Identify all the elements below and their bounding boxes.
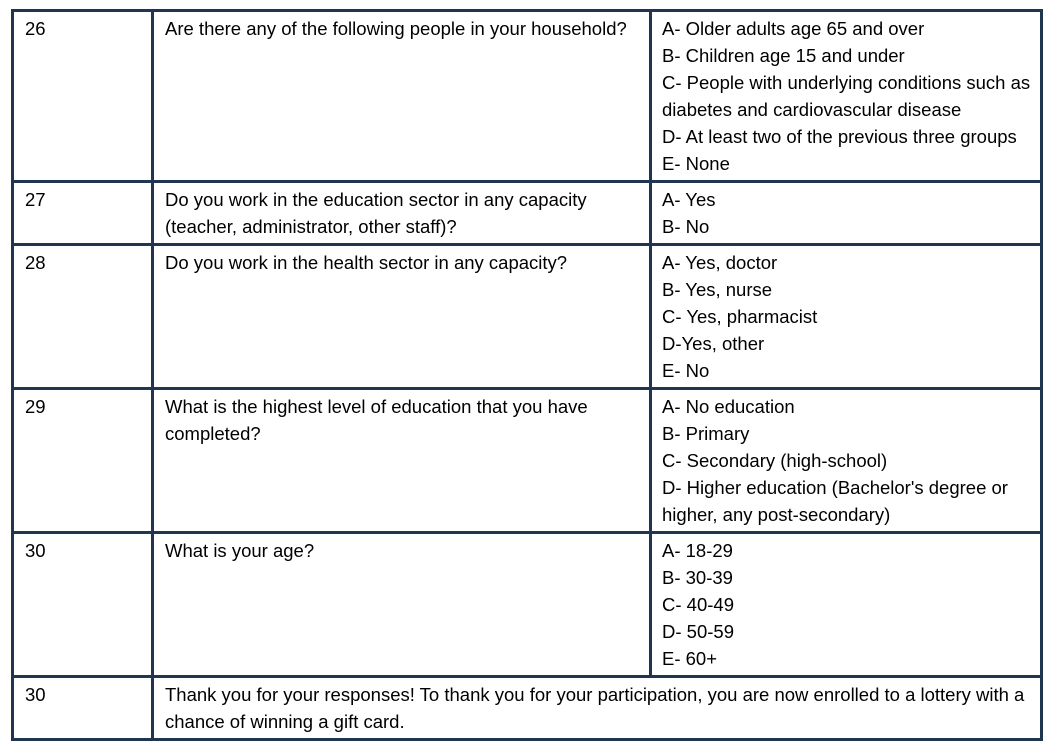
answer-option: B- No <box>662 216 710 237</box>
question-label: Do you work in the health sector in any capacity? <box>165 252 568 273</box>
answer-option: A- 18-29 <box>662 540 733 561</box>
table-row <box>13 677 1042 740</box>
question-number: 30 <box>13 677 153 740</box>
answer-option: C- 40-49 <box>662 594 734 615</box>
answer-option: B- Yes, nurse <box>662 279 773 300</box>
answer-option: D-Yes, other <box>662 333 765 354</box>
question-number: 26 <box>13 11 153 182</box>
answer-options <box>651 245 1042 389</box>
answer-option: C- People with underlying conditions such as diabetes and cardiovascular disease <box>662 72 1031 120</box>
answer-option: A- No education <box>662 396 795 417</box>
answer-option: A- Older adults age 65 and over <box>662 18 925 39</box>
table-row <box>13 245 1042 389</box>
question-label: What is your age? <box>165 540 315 561</box>
answer-options <box>651 182 1042 245</box>
answer-option: B- 30-39 <box>662 567 733 588</box>
table-row <box>13 533 1042 677</box>
question-label: Are there any of the following people in your household? <box>165 18 627 39</box>
answer-options <box>651 389 1042 533</box>
question-number: 28 <box>13 245 153 389</box>
answer-option: D- Higher education (Bachelor's degree or higher, any post-secondary) <box>662 477 1008 525</box>
question-label: Do you work in the education sector in any capacity (teacher, administrator, other staff)? <box>165 189 587 237</box>
question-text <box>153 245 651 389</box>
table-row <box>13 389 1042 533</box>
answer-option: D- 50-59 <box>662 621 734 642</box>
question-number: 30 <box>13 533 153 677</box>
question-number: 29 <box>13 389 153 533</box>
answer-option: E- None <box>662 153 730 174</box>
answer-options <box>651 533 1042 677</box>
answer-option: C- Yes, pharmacist <box>662 306 818 327</box>
question-number: 27 <box>13 182 153 245</box>
answer-option: E- 60+ <box>662 648 718 669</box>
question-text <box>153 389 651 533</box>
answer-option: C- Secondary (high-school) <box>662 450 888 471</box>
question-text <box>153 533 651 677</box>
question-text <box>153 11 651 182</box>
question-label: What is the highest level of education that you have completed? <box>165 396 588 444</box>
question-text <box>153 182 651 245</box>
answer-option: A- Yes <box>662 189 716 210</box>
table-row <box>13 182 1042 245</box>
answer-option: B- Primary <box>662 423 750 444</box>
answer-option: A- Yes, doctor <box>662 252 778 273</box>
closing-message: Thank you for your responses! To thank you for your participation, you are now enrolled to a lottery with a chance of winning a gift card. <box>153 677 1042 740</box>
answer-option: B- Children age 15 and under <box>662 45 905 66</box>
answer-option: D- At least two of the previous three groups <box>662 126 1017 147</box>
answer-options <box>651 11 1042 182</box>
answer-option: E- No <box>662 360 710 381</box>
survey-questions-table <box>11 9 1043 741</box>
table-row <box>13 11 1042 182</box>
